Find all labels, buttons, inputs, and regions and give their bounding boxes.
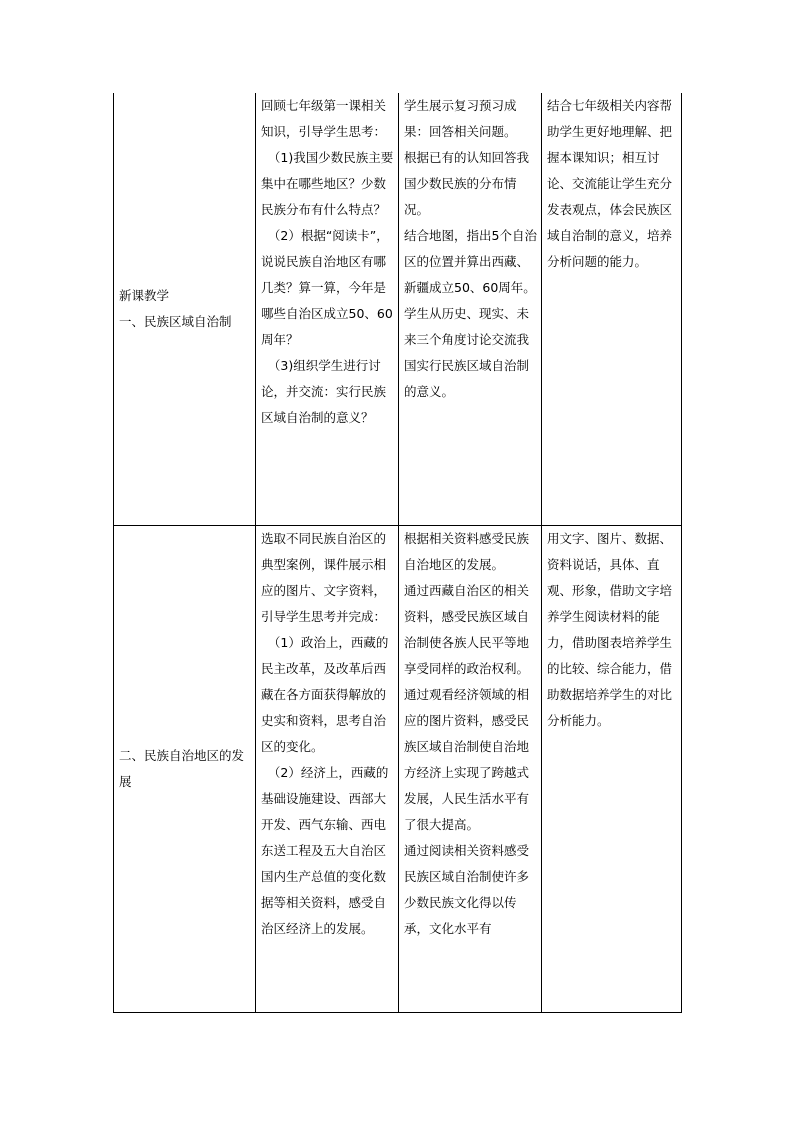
section-cell bbox=[114, 93, 256, 526]
student-activity-text: 学生展示复习预习成果：回答相关问题。 bbox=[404, 98, 517, 139]
student-activity-text: 根据相关资料感受民族自治地区的发展。 bbox=[404, 531, 530, 572]
section-label: 新课教学 bbox=[119, 288, 170, 303]
student-activity-text: 根据已有的认知回答我国少数民族的分布情况。 bbox=[404, 150, 530, 217]
lesson-plan-table bbox=[113, 93, 682, 1013]
teacher-activity-text: 回顾七年级第一课相关知识，引导学生思考： bbox=[261, 98, 387, 139]
design-intent-cell bbox=[542, 526, 682, 1013]
design-intent-text: 用文字、图片、数据、资料说话，具体、直观、形象，借助文字培养学生阅读材料的能力，借助图表培养学生的比较、综合能力，借助数据培养学生的对比分析能力。 bbox=[547, 531, 673, 728]
student-activity-text: 通过阅读相关资料感受民族区域自治制使许多少数民族文化得以传承，文化水平有 bbox=[404, 843, 530, 936]
section-cell bbox=[114, 526, 256, 1013]
section-title: 一、民族区域自治制 bbox=[119, 314, 232, 329]
table-row bbox=[114, 93, 682, 526]
teacher-activity-text: （1)我国少数民族主要集中在哪些地区？少数民族分布有什么特点？ bbox=[261, 150, 394, 217]
teacher-activity-cell bbox=[256, 526, 399, 1013]
teacher-activity-text: （2）根据“阅读卡”，说说民族自治地区有哪几类？算一算，今年是哪些自治区成立50、60周年？ bbox=[261, 228, 393, 347]
teacher-activity-text: 选取不同民族自治区的典型案例，课件展示相应的图片、文字资料，引导学生思考并完成： bbox=[261, 531, 387, 624]
student-activity-text: 通过西藏自治区的相关资料，感受民族区域自治制使各族人民平等地享受同样的政治权利。 bbox=[404, 583, 530, 676]
teacher-activity-cell bbox=[256, 93, 399, 526]
student-activity-text: 学生从历史、现实、未来三个角度讨论交流我国实行民族区域自治制的意义。 bbox=[404, 306, 530, 399]
student-activity-cell bbox=[399, 93, 542, 526]
teacher-activity-text: （3)组织学生进行讨论，并交流：实行民族区域自治制的意义？ bbox=[261, 358, 387, 425]
student-activity-text: 通过观看经济领域的相应的图片资料，感受民族区域自治制使自治地方经济上实现了跨越式发展，人民生活水平有了很大提高。 bbox=[404, 687, 530, 832]
student-activity-text: 结合地图，指出5个自治区的位置并算出西藏、新疆成立50、60周年。 bbox=[404, 228, 537, 295]
teacher-activity-text: （1）政治上，西藏的民主改革，及改革后西藏在各方面获得解放的史实和资料，思考自治区的变化。 bbox=[261, 635, 389, 754]
student-activity-cell bbox=[399, 526, 542, 1013]
teacher-activity-text: （2）经济上，西藏的基础设施建设、西部大开发、西气东输、西电东送工程及五大自治区国内生产总值的变化数据等相关资料，感受自治区经济上的发展。 bbox=[261, 765, 389, 936]
section-title: 二、民族自治地区的发展 bbox=[119, 748, 245, 789]
table-row bbox=[114, 526, 682, 1013]
design-intent-cell bbox=[542, 93, 682, 526]
design-intent-text: 结合七年级相关内容帮助学生更好地理解、把握本课知识；相互讨论、交流能让学生充分发表观点，体会民族区域自治制的意义，培养分析问题的能力。 bbox=[547, 98, 673, 269]
